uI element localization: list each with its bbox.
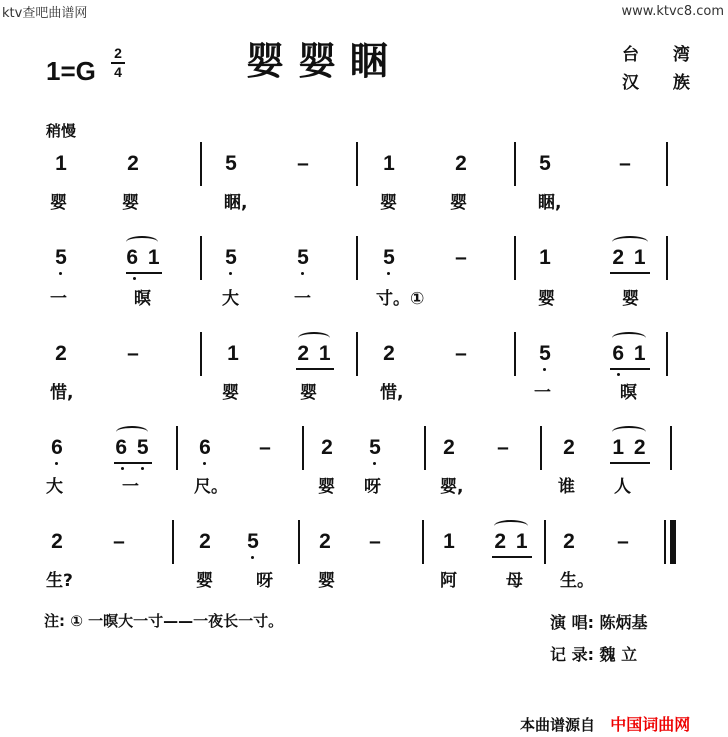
dash: – — [455, 246, 467, 269]
note-group: 1 2 — [612, 436, 648, 459]
source-note — [520, 712, 690, 735]
lyric: 婴 — [450, 193, 467, 213]
note-group: 6 1 — [612, 342, 648, 365]
dash: – — [619, 152, 631, 175]
song-title: 婴婴睏 — [246, 38, 403, 83]
bar-line — [356, 236, 358, 280]
dash: – — [455, 342, 467, 365]
bar-line — [666, 332, 668, 376]
note: 2 — [55, 342, 67, 365]
note: 2 — [383, 342, 395, 365]
key-signature: 1=G — [46, 56, 96, 86]
bar-line — [172, 520, 174, 564]
note: 1 — [443, 530, 455, 553]
bar-line — [356, 332, 358, 376]
lyric: 呀 — [256, 571, 273, 591]
note: 1 — [227, 342, 239, 365]
time-sig-denominator: 4 — [114, 64, 122, 80]
note-group: 2 1 — [494, 530, 530, 553]
note: 5 — [369, 436, 381, 459]
low-octave-dot — [301, 272, 304, 275]
lyric: 大 — [46, 477, 63, 497]
note: 5 — [225, 152, 237, 175]
low-octave-dot — [373, 462, 376, 465]
eighth-underline — [126, 272, 162, 274]
lyric: 婴, — [440, 477, 464, 497]
lyric: 寸。① — [376, 289, 425, 309]
note: 2 — [319, 530, 331, 553]
note-group: 6 1 — [126, 246, 162, 269]
final-bar-thick — [670, 520, 676, 564]
bar-line — [666, 142, 668, 186]
low-octave-dot — [55, 462, 58, 465]
note: 1 — [383, 152, 395, 175]
note: 5 — [55, 246, 67, 269]
note: 2 — [563, 436, 575, 459]
note: 6 — [51, 436, 63, 459]
lyric: 呀 — [364, 477, 381, 497]
eighth-underline — [610, 462, 650, 464]
bar-line — [670, 426, 672, 470]
low-octave-dot — [387, 272, 390, 275]
bar-line — [200, 142, 202, 186]
lyric: 生? — [46, 571, 73, 591]
lyric: 婴 — [380, 193, 397, 213]
note-group: 2 1 — [297, 342, 333, 365]
bar-line — [422, 520, 424, 564]
singer-credit: 演 唱: 陈炳基 — [550, 613, 648, 632]
note: 2 — [443, 436, 455, 459]
bar-line — [200, 236, 202, 280]
lyric: 人 — [614, 477, 631, 497]
lyric: 婴 — [622, 289, 639, 309]
bar-line — [356, 142, 358, 186]
recorder-credit: 记 录: 魏 立 — [550, 645, 638, 664]
bar-line — [424, 426, 426, 470]
bar-line — [544, 520, 546, 564]
note: 2 — [51, 530, 63, 553]
note: 5 — [247, 530, 259, 553]
note: 1 — [539, 246, 551, 269]
eighth-underline — [114, 462, 152, 464]
footnote: 注: ① 一暝大一寸——一夜长一寸。 — [44, 612, 284, 630]
dash: – — [617, 530, 629, 553]
dash: – — [113, 530, 125, 553]
dash: – — [297, 152, 309, 175]
source-prefix: 本曲谱源自 — [520, 716, 596, 734]
bar-line — [514, 236, 516, 280]
lyric: 阿 — [440, 571, 457, 591]
low-octave-dot — [59, 272, 62, 275]
note: 2 — [321, 436, 333, 459]
lyric: 惜, — [50, 383, 74, 403]
note: 6 — [199, 436, 211, 459]
eighth-underline — [492, 556, 532, 558]
bar-line — [176, 426, 178, 470]
bar-line — [514, 332, 516, 376]
note: 5 — [383, 246, 395, 269]
tempo-marking: 稍慢 — [46, 122, 77, 140]
note: 2 — [199, 530, 211, 553]
lyric: 婴 — [318, 571, 335, 591]
lyric: 谁 — [558, 477, 575, 497]
lyric: 婴 — [222, 383, 239, 403]
low-octave-dot — [203, 462, 206, 465]
time-signature — [111, 46, 125, 80]
lyric: 暝 — [620, 383, 637, 403]
lyric: 婴 — [300, 383, 317, 403]
low-octave-dot — [251, 556, 254, 559]
lyric: 一 — [122, 477, 139, 497]
time-sig-numerator: 2 — [114, 45, 122, 61]
note: 5 — [539, 152, 551, 175]
lyric: 惜, — [380, 383, 404, 403]
lyric: 婴 — [538, 289, 555, 309]
lyric: 婴 — [50, 193, 67, 213]
watermark-right: www.ktvc8.com — [621, 4, 724, 19]
eighth-underline — [296, 368, 334, 370]
lyric: 母 — [506, 571, 523, 591]
lyric: 睏, — [224, 193, 248, 213]
bar-line — [298, 520, 300, 564]
lyric: 一 — [50, 289, 67, 309]
lyric: 尺。 — [194, 477, 228, 497]
note: 2 — [563, 530, 575, 553]
origin-region: 台 湾 — [622, 45, 704, 65]
lyric: 一 — [534, 383, 551, 403]
origin-ethnicity: 汉 族 — [622, 73, 704, 93]
bar-line — [514, 142, 516, 186]
note: 5 — [297, 246, 309, 269]
low-octave-dot — [141, 467, 144, 470]
dash: – — [127, 342, 139, 365]
dash: – — [259, 436, 271, 459]
lyric: 暝 — [134, 289, 151, 309]
lyric: 生。 — [560, 571, 594, 591]
bar-line — [302, 426, 304, 470]
dash: – — [369, 530, 381, 553]
bar-line — [666, 236, 668, 280]
note-group: 2 1 — [612, 246, 648, 269]
note: 2 — [455, 152, 467, 175]
note: 2 — [127, 152, 139, 175]
watermark-left: ktv查吧曲谱网 — [2, 6, 88, 21]
final-bar-thin — [664, 520, 666, 564]
lyric: 大 — [222, 289, 239, 309]
lyric: 婴 — [318, 477, 335, 497]
note-group: 6 5 — [115, 436, 151, 459]
dash: – — [497, 436, 509, 459]
note: 5 — [539, 342, 551, 365]
lyric: 一 — [294, 289, 311, 309]
low-octave-dot — [121, 467, 124, 470]
bar-line — [540, 426, 542, 470]
lyric: 婴 — [122, 193, 139, 213]
eighth-underline — [610, 368, 650, 370]
eighth-underline — [610, 272, 650, 274]
low-octave-dot — [229, 272, 232, 275]
low-octave-dot — [133, 277, 136, 280]
low-octave-dot — [617, 373, 620, 376]
lyric: 睏, — [538, 193, 562, 213]
note: 5 — [225, 246, 237, 269]
bar-line — [200, 332, 202, 376]
low-octave-dot — [543, 368, 546, 371]
source-site-link[interactable]: 中国词曲网 — [610, 715, 691, 734]
lyric: 婴 — [196, 571, 213, 591]
note: 1 — [55, 152, 67, 175]
